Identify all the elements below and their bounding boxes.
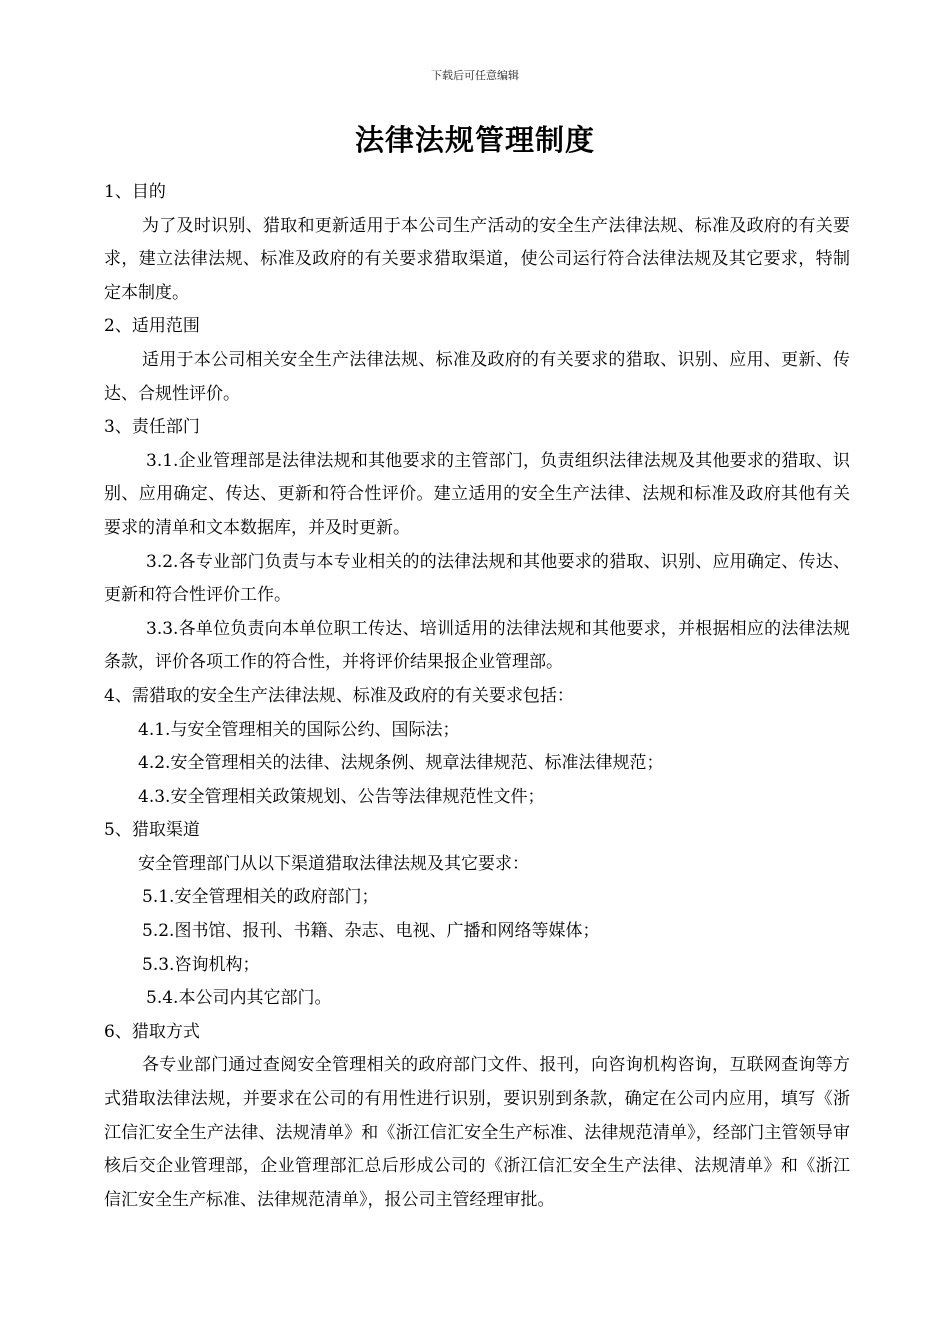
- section-3-paragraph-3: 3.3.各单位负责向本单位职工传达、培训适用的法律法规和其他要求，并根据相应的法律法规条款，评价各项工作的符合性，并将评价结果报企业管理部。: [104, 618, 850, 673]
- section-5-intro: 安全管理部门从以下渠道猎取法律法规及其它要求：: [138, 853, 529, 874]
- section-2-heading: 2、适用范围: [104, 316, 200, 337]
- section-4-item-1: 4.1.与安全管理相关的国际公约、国际法；: [138, 719, 460, 740]
- section-3-paragraph-2: 3.2.各专业部门负责与本专业相关的的法律法规和其他要求的猎取、识别、应用确定、传达、更新和符合性评价工作。: [104, 551, 850, 606]
- section-5-item-3: 5.3.咨询机构；: [142, 954, 260, 975]
- section-3-paragraph-1: 3.1.企业管理部是法律法规和其他要求的主管部门，负责组织法律法规及其他要求的猎取、识别、应用确定、传达、更新和符合性评价。建立适用的安全生产法律、法规和标准及政府其他有关要求的清单和文本数据库，并及时更新。: [104, 450, 850, 538]
- section-1-paragraph: 为了及时识别、猎取和更新适用于本公司生产活动的安全生产法律法规、标准及政府的有关要求，建立法律法规、标准及政府的有关要求猎取渠道，使公司运行符合法律法规及其它要求，特制定本制度。: [104, 215, 850, 303]
- section-6-heading: 6、猎取方式: [104, 1021, 200, 1042]
- header-note: 下载后可任意编辑: [431, 69, 519, 82]
- section-2-paragraph: 适用于本公司相关安全生产法律法规、标准及政府的有关要求的猎取、识别、应用、更新、传达、合规性评价。: [104, 349, 850, 404]
- document-title: 法律法规管理制度: [354, 123, 595, 157]
- section-5-item-2: 5.2.图书馆、报刊、书籍、杂志、电视、广播和网络等媒体；: [142, 921, 600, 942]
- section-4-heading: 4、需猎取的安全生产法律法规、标准及政府的有关要求包括：: [104, 685, 574, 706]
- section-6-paragraph: 各专业部门通过查阅安全管理相关的政府部门文件、报刊，向咨询机构咨询，互联网查询等方式猎取法律法规，并要求在公司的有用性进行识别，要识别到条款，确定在公司内应用，填写《浙江信汇安全生产法律、法规清单》和《浙江信汇安全生产标准、法律规范清单》，经部门主管领导审核后交企业管理部，企业管理部汇总后形成公司的《浙江信汇安全生产法律、法规清单》和《浙江信汇安全生产标准、法律规范清单》，报公司主管经理审批。: [104, 1055, 850, 1210]
- section-4-item-2: 4.2.安全管理相关的法律、法规条例、规章法律规范、标准法律规范；: [138, 753, 664, 774]
- section-1-heading: 1、目的: [104, 182, 166, 202]
- section-5-item-4: 5.4.本公司内其它部门。: [146, 988, 332, 1009]
- section-5-heading: 5、猎取渠道: [104, 820, 200, 841]
- section-3-heading: 3、责任部门: [104, 417, 200, 438]
- document-body: [104, 176, 850, 1217]
- section-5-item-1: 5.1.安全管理相关的政府部门；: [142, 887, 379, 908]
- section-4-item-3: 4.3.安全管理相关政策规划、公告等法律规范性文件；: [138, 786, 545, 807]
